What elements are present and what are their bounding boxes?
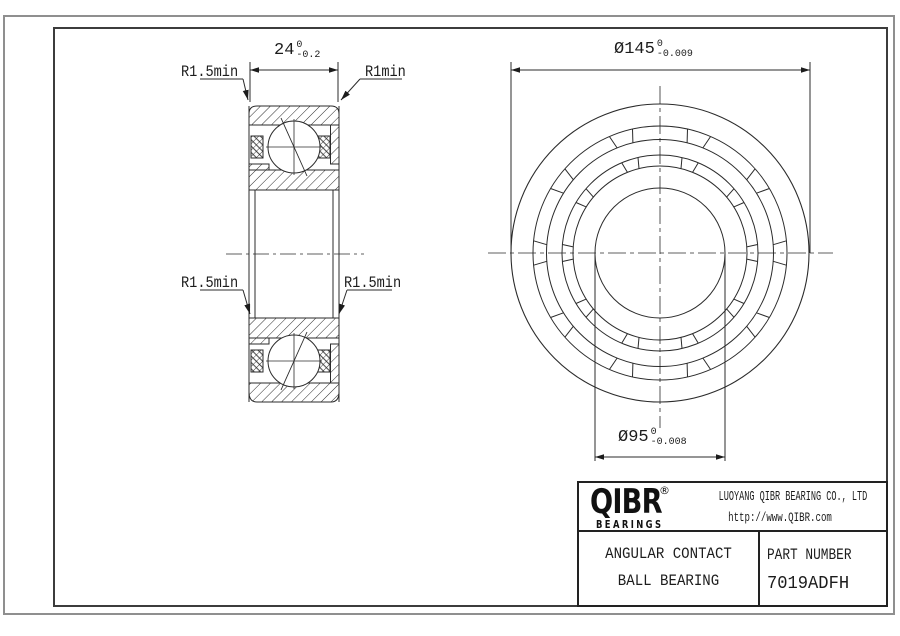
bore-dim-value: Ø95	[618, 428, 649, 447]
radius-label-top-left: R1.5min	[181, 63, 239, 81]
bore-dim-tolerance: 0 -0.008	[650, 427, 687, 448]
qibr-logo: QIBR	[590, 482, 662, 522]
outer-dim-value: Ø145	[614, 40, 655, 59]
radius-label-top-right: R1min	[365, 63, 406, 81]
width-dim-value: 24	[274, 41, 295, 60]
outer-diameter-dimension	[511, 62, 810, 253]
width-dim-text	[274, 42, 320, 61]
outer-dim-tolerance: 0 -0.009	[656, 39, 693, 60]
part-number-value: 7019ADFH	[767, 574, 850, 594]
title-block-v-divider	[758, 532, 760, 607]
product-name-line1: ANGULAR CONTACT	[605, 545, 732, 563]
front-view	[488, 62, 833, 461]
cage-section-bottom-left	[251, 350, 263, 372]
qibr-logo-subtitle: BEARINGS	[596, 519, 664, 531]
company-website: http://www.QIBR.com	[728, 510, 832, 525]
side-view	[200, 62, 402, 402]
radius-label-mid-right: R1.5min	[344, 274, 402, 292]
width-dimension	[250, 62, 338, 102]
part-number-label: PART NUMBER	[767, 546, 852, 564]
radius-label-mid-left: R1.5min	[181, 274, 239, 292]
bore-diameter-dim-text	[618, 429, 687, 448]
product-name-line2: BALL BEARING	[617, 572, 720, 590]
registered-trademark-mark: ®	[659, 484, 670, 497]
width-dim-tolerance: 0 -0.2	[296, 40, 321, 61]
cage-section-top-left	[251, 136, 263, 158]
outer-diameter-dim-text	[614, 41, 693, 60]
company-name: LUOYANG QIBR BEARING CO., LTD	[718, 489, 868, 505]
